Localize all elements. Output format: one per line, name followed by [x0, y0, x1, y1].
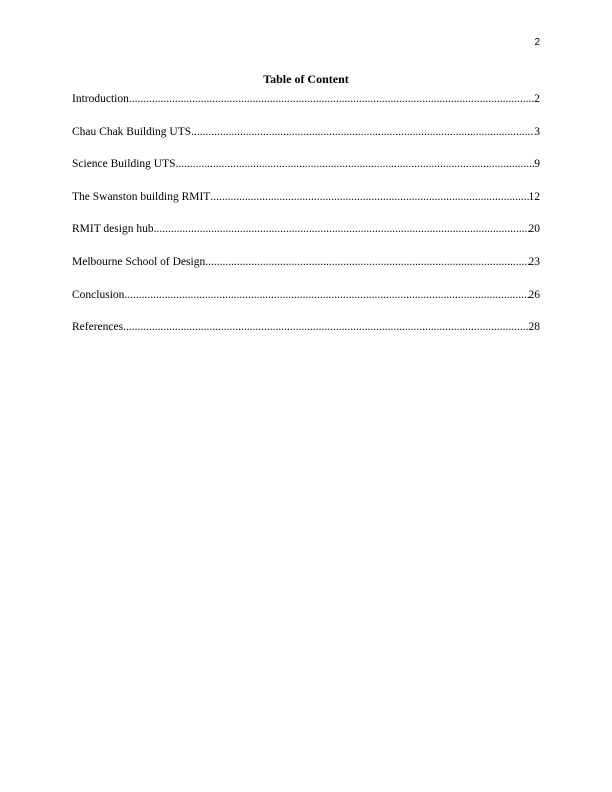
toc-entry-page: 12 [528, 190, 540, 203]
toc-dot-leader [210, 190, 528, 204]
toc-dot-leader [191, 125, 534, 139]
toc-entry-page: 23 [528, 255, 540, 268]
toc-title: Table of Content [263, 72, 349, 86]
toc-entry-label: Introduction [72, 93, 129, 105]
toc-entry-swanston-building[interactable] [72, 190, 540, 223]
toc-entry-references[interactable] [72, 320, 540, 353]
toc-entry-label: Melbourne School of Design [72, 255, 206, 268]
toc-entry-page: 28 [528, 321, 540, 334]
toc-entry-science-building[interactable] [72, 157, 540, 190]
toc-entry-label: Chau Chak Building UTS [72, 125, 192, 138]
toc-dot-leader [123, 320, 528, 334]
toc-dot-leader [205, 255, 528, 269]
toc-dot-leader [129, 92, 534, 106]
toc-entry-page: 2 [534, 93, 540, 105]
page-number: 2 [534, 37, 540, 48]
toc-entry-rmit-design-hub[interactable] [72, 222, 540, 255]
toc-entry-page: 20 [528, 223, 540, 236]
toc-entry-conclusion[interactable] [72, 288, 540, 321]
toc-entry-chau-chak-building[interactable] [72, 125, 540, 158]
toc-entry-page: 9 [534, 158, 540, 171]
toc-entry-page: 3 [534, 125, 540, 138]
toc-entry-label: Science Building UTS [72, 158, 176, 171]
toc-entry-melbourne-school-of-design[interactable] [72, 255, 540, 288]
toc-dot-leader [176, 157, 535, 171]
toc-entry-label: Conclusion [72, 288, 125, 301]
toc-dot-leader [124, 288, 528, 302]
toc-entry-label: References [72, 321, 124, 334]
toc-entry-page: 26 [528, 288, 540, 301]
toc-entry-introduction[interactable] [72, 92, 540, 125]
toc-entry-label: The Swanston building RMIT [72, 190, 211, 203]
table-of-contents [72, 92, 540, 353]
toc-entry-label: RMIT design hub [72, 223, 154, 236]
toc-dot-leader [154, 222, 529, 236]
